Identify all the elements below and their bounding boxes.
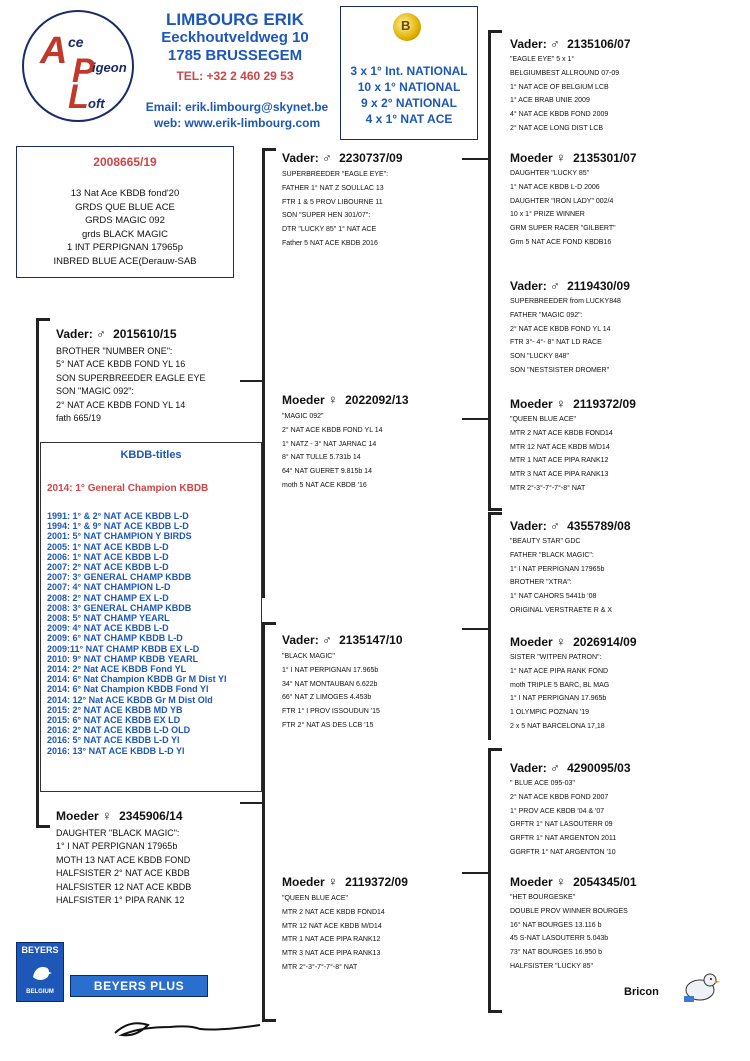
connector-m-h bbox=[240, 802, 262, 804]
moeder-label: Moeder bbox=[510, 397, 553, 411]
pedigree-line: 1° NAT CAHORS 5441b '08 bbox=[510, 593, 597, 601]
moeder-ring: 2054345/01 bbox=[573, 875, 637, 889]
pedigree-line: 1° NATZ - 3° NAT JARNAC 14 bbox=[282, 440, 377, 448]
signature bbox=[110, 1005, 270, 1045]
gen2-vader-moeder bbox=[282, 392, 462, 493]
moeder-label: Moeder bbox=[510, 875, 553, 889]
pedigree-line: MOTH 13 NAT ACE KBDB FOND bbox=[56, 854, 191, 865]
gen2-vader-vader bbox=[282, 150, 462, 251]
pedigree-line: 2° NAT ACE KBDB FOND YL 14 bbox=[56, 399, 186, 410]
male-icon: ♂ bbox=[550, 278, 560, 293]
vader-label: Vader: bbox=[510, 761, 547, 775]
titles-box bbox=[40, 442, 262, 792]
pedigree-line: HALFSISTER "LUCKY 85" bbox=[510, 962, 594, 970]
pedigree-line: SUPERBREEDER from LUCKY848 bbox=[510, 298, 621, 305]
pedigree-line: moth TRIPLE 5 BARC, BL MAG bbox=[510, 681, 610, 689]
pedigree-line: 1° NAT ACE PIPA RANK FOND bbox=[510, 667, 609, 675]
female-icon: ♀ bbox=[328, 874, 338, 889]
vader-heading bbox=[510, 36, 745, 51]
bracket-gen3-1-top bbox=[488, 30, 502, 33]
title-line: 1994: 1° & 9° NAT ACE KBDB L-D bbox=[47, 521, 189, 532]
gen2-moeder-moeder bbox=[282, 874, 462, 975]
pedigree-line: " BLUE ACE 095-03" bbox=[510, 780, 575, 787]
female-icon: ♀ bbox=[328, 392, 338, 407]
pedigree-line: 1° I NAT PERPIGNAN 17965b bbox=[56, 841, 178, 852]
title-line: 2015: 6° NAT ACE KBDB EX LD bbox=[47, 715, 181, 726]
titles-heading: KBDB-titles bbox=[120, 449, 182, 461]
awards-box bbox=[340, 6, 478, 140]
gen1-moeder bbox=[56, 808, 256, 907]
pedigree-line: FTR 1 & 5 PROV LIBOURNE 11 bbox=[282, 198, 383, 206]
pedigree-line: FTR 3°- 4°- 8° NAT LD RACE bbox=[510, 339, 602, 347]
medal-letter: B bbox=[401, 18, 411, 33]
bird-ring-number: 2008665/19 bbox=[93, 155, 157, 169]
title-line: 2016: 5° NAT ACE KBDB L-D Yl bbox=[47, 735, 180, 746]
bracket-main-vertical bbox=[36, 318, 39, 828]
title-line: 2007: 4° NAT CHAMPION L-D bbox=[47, 582, 171, 593]
breeder-street: Eeckhoutveldweg 10 bbox=[161, 29, 309, 46]
pedigree-line: MTR 3 NAT ACE PIPA RANK13 bbox=[510, 471, 609, 479]
breeder-email-link[interactable]: Email: erik.limbourg@skynet.be bbox=[145, 100, 329, 114]
pedigree-line: BELGIUMBEST ALLROUND 07-09 bbox=[510, 69, 620, 77]
award-line: 3 x 1° Int. NATIONAL bbox=[350, 64, 468, 78]
pedigree-line: 10 x 1° PRIZE WINNER bbox=[510, 211, 585, 219]
breeder-name: LIMBOURG ERIK bbox=[166, 10, 304, 29]
pedigree-line: "BEAUTY STAR" GDC bbox=[510, 538, 581, 545]
vader-label: Vader: bbox=[56, 327, 93, 341]
title-line: 2008: 5° NAT CHAMP YEARL bbox=[47, 613, 170, 624]
bird-info-line: 1 INT PERPIGNAN 17965p bbox=[67, 242, 183, 254]
female-icon: ♀ bbox=[556, 396, 566, 411]
male-icon: ♂ bbox=[550, 36, 560, 51]
title-line: 2007: 3° GENERAL CHAMP KBDB bbox=[47, 572, 192, 583]
pedigree-line: DAUGHTER "IRON LADY" 002/4 bbox=[510, 197, 614, 205]
bracket-gen3-4-bottom bbox=[488, 1010, 502, 1013]
pedigree-line: fath 665/19 bbox=[56, 413, 102, 424]
award-line: 9 x 2° NATIONAL bbox=[361, 96, 457, 110]
moeder-heading bbox=[510, 396, 745, 411]
title-line: 2015: 2° NAT ACE KBDB MD YB bbox=[47, 704, 183, 715]
title-line: 2001: 5° NAT CHAMPION Y BIRDS bbox=[47, 531, 192, 542]
beyers-plus-banner bbox=[70, 975, 208, 997]
vader-label: Vader: bbox=[282, 151, 319, 165]
moeder-heading bbox=[282, 874, 462, 889]
title-line: 2009:11° NAT CHAMP KBDB EX L-D bbox=[47, 643, 200, 654]
pedigree-line: SON SUPERBREEDER EAGLE EYE bbox=[56, 372, 206, 383]
bird-box bbox=[16, 146, 234, 278]
bracket-gen3-2-bottom bbox=[488, 508, 502, 511]
awards-lines bbox=[341, 63, 477, 127]
pedigree-line: MTR 2 NAT ACE KBDB FOND14 bbox=[510, 429, 613, 437]
female-icon: ♀ bbox=[556, 874, 566, 889]
vader-ring: 2119430/09 bbox=[567, 279, 630, 293]
pedigree-line: MTR 1 NAT ACE PIPA RANK12 bbox=[510, 457, 609, 465]
gen3-mv-vader bbox=[510, 518, 745, 618]
title-line: 2008: 2° NAT CHAMP EX L-D bbox=[47, 592, 169, 603]
gen2-moeder-vader bbox=[282, 632, 462, 733]
moeder-ring: 2135301/07 bbox=[573, 151, 637, 165]
logo-letters-ce: ce bbox=[68, 34, 84, 50]
pedigree-line: 73° NAT BOURGES 16.950 b bbox=[510, 949, 603, 957]
vader-ring: 2135106/07 bbox=[567, 37, 631, 51]
pedigree-line: 45 S-NAT LASOUTERR 5.043b bbox=[510, 935, 609, 943]
bracket-gen3-3-top bbox=[488, 512, 502, 515]
vader-heading bbox=[510, 760, 745, 775]
pedigree-line: moth 5 NAT ACE KBDB '16 bbox=[282, 481, 367, 489]
moeder-heading bbox=[282, 392, 462, 407]
pedigree-line: FTR 1° I PROV ISSOUDUN '15 bbox=[282, 708, 380, 716]
logo-letter-p: P bbox=[72, 52, 95, 90]
pedigree-line: FATHER 1° NAT Z SOULLAC 13 bbox=[282, 184, 384, 192]
vader-label: Vader: bbox=[510, 519, 547, 533]
vader-heading bbox=[56, 326, 256, 341]
breeder-web-link[interactable]: web: www.erik-limbourg.com bbox=[153, 116, 321, 130]
gen3-vm-moeder bbox=[510, 396, 745, 496]
pedigree-line: "QUEEN BLUE ACE" bbox=[510, 416, 577, 423]
pedigree-line: FATHER "BLACK MAGIC": bbox=[510, 551, 594, 559]
pedigree-line: ORIGINAL VERSTRAETE R & X bbox=[510, 606, 613, 614]
pedigree-line: 2 x 5 NAT BARCELONA 17,18 bbox=[510, 722, 605, 730]
gen3-vv-moeder bbox=[510, 150, 745, 250]
gen3-vm-vader bbox=[510, 278, 745, 378]
pedigree-line: 4° NAT ACE KBDB FOND 2009 bbox=[510, 111, 609, 119]
title-line: 2014: 12° Nat ACE KBDB Gr M Dist Old bbox=[47, 694, 213, 705]
titles-list bbox=[47, 511, 226, 756]
bracket-gen3-3-vertical bbox=[488, 512, 491, 740]
moeder-label: Moeder bbox=[56, 809, 99, 823]
pedigree-line: FTR 2° NAT AS DES LCB '15 bbox=[282, 721, 374, 729]
vader-heading bbox=[282, 632, 462, 647]
vader-ring: 2135147/10 bbox=[339, 633, 403, 647]
moeder-heading bbox=[56, 808, 256, 823]
vader-heading bbox=[510, 278, 745, 293]
moeder-heading bbox=[510, 150, 745, 165]
bracket-gen2-top-vertical bbox=[262, 148, 265, 598]
pedigree-line: SON "NESTSISTER DROMER" bbox=[510, 366, 610, 374]
pedigree-line: 1° PROV ACE KBDB '04 & '07 bbox=[510, 807, 605, 815]
female-icon: ♀ bbox=[102, 808, 112, 823]
bracket-gen3-4-top bbox=[488, 748, 502, 751]
moeder-heading bbox=[510, 874, 745, 889]
title-line: 2009: 6° NAT CHAMP KBDB L-D bbox=[47, 633, 183, 644]
pedigree-line: MTR 12 NAT ACE KBDB M/D14 bbox=[510, 443, 610, 451]
pedigree-line: 1° ACE BRAB UNIE 2009 bbox=[510, 97, 590, 105]
gen3-mv-moeder bbox=[510, 634, 745, 734]
pedigree-line: SON "SUPER HEN 301/07": bbox=[282, 212, 371, 220]
beyers-logo-text: BEYERS bbox=[21, 945, 59, 955]
moeder-label: Moeder bbox=[510, 635, 553, 649]
pedigree-line: BROTHER "XTRA": bbox=[510, 579, 572, 587]
logo-letters-oft: oft bbox=[88, 96, 105, 111]
vader-heading bbox=[510, 518, 745, 533]
breeder-header bbox=[140, 10, 330, 85]
gen3-mm-moeder bbox=[510, 874, 745, 974]
pedigree-line: 34° NAT MONTAUBAN 6.622b bbox=[282, 680, 378, 688]
title-line: 2016: 13° NAT ACE KBDB L-D Yl bbox=[47, 745, 185, 756]
moeder-label: Moeder bbox=[510, 151, 553, 165]
moeder-heading bbox=[510, 634, 745, 649]
title-line: 2005: 1° NAT ACE KBDB L-D bbox=[47, 541, 169, 552]
moeder-label: Moeder bbox=[282, 875, 325, 889]
pedigree-line: 1° I NAT PERPIGNAN 17.965b bbox=[282, 666, 379, 674]
title-line: 2009: 4° NAT ACE KBDB L-D bbox=[47, 623, 169, 634]
bracket-gen3-1-vertical bbox=[488, 30, 491, 300]
pedigree-line: MTR 12 NAT ACE KBDB M/D14 bbox=[282, 922, 382, 930]
pedigree-line: DAUGHTER "BLACK MAGIC": bbox=[56, 828, 180, 838]
bird-info-line: GRDS MAGIC 092 bbox=[85, 215, 165, 227]
male-icon: ♂ bbox=[550, 518, 560, 533]
pedigree-line: HALFSISTER 1° PIPA RANK 12 bbox=[56, 895, 185, 906]
moeder-ring: 2119372/09 bbox=[345, 875, 408, 889]
pedigree-line: 66° NAT Z LIMOGES 4.453b bbox=[282, 694, 372, 702]
logo-letter-l: L bbox=[68, 78, 89, 116]
moeder-ring: 2026914/09 bbox=[573, 635, 637, 649]
pedigree-line: MTR 2°-3°-7°-7°-8° NAT bbox=[510, 484, 586, 492]
pedigree-line: MTR 2°-3°-7°-7°-8° NAT bbox=[282, 963, 358, 971]
logo-letters-igeon: igeon bbox=[92, 60, 127, 75]
pedigree-line: MTR 3 NAT ACE PIPA RANK13 bbox=[282, 950, 381, 958]
pedigree-line: 2° NAT ACE KBDB FOND YL 14 bbox=[282, 426, 383, 434]
title-line: 2010: 9° NAT CHAMP KBDB YEARL bbox=[47, 653, 199, 664]
vader-label: Vader: bbox=[510, 279, 547, 293]
pedigree-line: SON "LUCKY 848" bbox=[510, 353, 569, 361]
bracket-gen3-2-vertical bbox=[488, 300, 491, 510]
pedigree-line: SUPERBREEDER "EAGLE EYE": bbox=[282, 171, 389, 178]
pedigree-line: 8° NAT TULLE 5.731b 14 bbox=[282, 454, 361, 462]
moeder-ring: 2022092/13 bbox=[345, 393, 409, 407]
male-icon: ♂ bbox=[322, 150, 332, 165]
bracket-gen3-1-link bbox=[462, 158, 488, 160]
bracket-gen3-2-link bbox=[462, 418, 488, 420]
pedigree-line: DAUGHTER "LUCKY 85" bbox=[510, 170, 590, 177]
title-line: 2014: 6° Nat Champion KBDB Gr M Dist Yl bbox=[47, 674, 227, 685]
pedigree-line: SISTER "WITPEN PATRON": bbox=[510, 654, 602, 661]
pedigree-line: GRM SUPER RACER "GILBERT" bbox=[510, 225, 616, 233]
gen1-vader bbox=[56, 326, 256, 425]
moeder-ring: 2119372/09 bbox=[573, 397, 636, 411]
pedigree-line: Grm 5 NAT ACE FOND KBDB16 bbox=[510, 238, 612, 246]
pedigree-line: 1° NAT ACE KBDB L-D 2006 bbox=[510, 183, 600, 191]
title-line: 2006: 1° NAT ACE KBDB L-D bbox=[47, 551, 169, 562]
vader-heading bbox=[282, 150, 462, 165]
female-icon: ♀ bbox=[556, 150, 566, 165]
breeder-city: 1785 BRUSSEGEM bbox=[167, 47, 303, 64]
pedigree-line: GRFTR 1° NAT LASOUTERR 09 bbox=[510, 821, 613, 829]
beyers-logo-sub: BELGIUM bbox=[26, 989, 54, 995]
pedigree-line: HALFSISTER 12 NAT ACE KBDB bbox=[56, 881, 192, 892]
title-line: 2014: 2° Nat ACE KBDB Fond YL bbox=[47, 664, 187, 675]
male-icon: ♂ bbox=[322, 632, 332, 647]
bird-info-line: GRDS QUE BLUE ACE bbox=[75, 201, 175, 213]
beyers-logo bbox=[16, 942, 64, 1002]
pedigree-line: GRFTR 1° NAT ARGENTON 2011 bbox=[510, 835, 617, 843]
pedigree-line: 5° NAT ACE KBDB FOND YL 16 bbox=[56, 359, 186, 370]
title-line: 2014: 6° Nat Champion KBDB Fond Yl bbox=[47, 684, 209, 695]
pedigree-line: BROTHER "NUMBER ONE": bbox=[56, 346, 173, 356]
bricon-pigeon-icon bbox=[678, 966, 724, 1006]
bracket-gen3-3-link bbox=[462, 628, 488, 630]
gen3-mm-vader bbox=[510, 760, 745, 860]
moeder-ring: 2345906/14 bbox=[119, 809, 183, 823]
ace-pigeon-loft-logo bbox=[22, 10, 134, 122]
bracket-gen2-bot-vertical bbox=[262, 622, 265, 1022]
male-icon: ♂ bbox=[550, 760, 560, 775]
pedigree-line: 16° NAT BOURGES 13.116 b bbox=[510, 921, 602, 929]
title-line: 2016: 2° NAT ACE KBDB L-D OLD bbox=[47, 725, 191, 736]
bracket-main-top bbox=[36, 318, 50, 321]
vader-ring: 4355789/08 bbox=[567, 519, 631, 533]
pedigree-line: 1° I NAT PERPIGNAN 17965b bbox=[510, 565, 605, 573]
pedigree-line: 2° NAT ACE LONG DIST LCB bbox=[510, 124, 604, 132]
vader-label: Vader: bbox=[510, 37, 547, 51]
award-line: 4 x 1° NAT ACE bbox=[365, 112, 453, 126]
pedigree-line: 2° NAT ACE KBDB FOND 2007 bbox=[510, 793, 609, 801]
bird-info-line: 13 Nat Ace KBDB fond'20 bbox=[70, 188, 180, 199]
pedigree-line: GGRFTR 1° NAT ARGENTON '10 bbox=[510, 848, 616, 856]
bracket-gen3-4-vertical bbox=[488, 748, 491, 1013]
pedigree-line: SON "MAGIC 092": bbox=[56, 386, 134, 397]
vader-ring: 2015610/15 bbox=[113, 327, 177, 341]
male-icon: ♂ bbox=[96, 326, 106, 341]
pedigree-line: Father 5 NAT ACE KBDB 2016 bbox=[282, 239, 378, 247]
pedigree-line: HALFSISTER 2° NAT ACE KBDB bbox=[56, 868, 190, 879]
moeder-label: Moeder bbox=[282, 393, 325, 407]
pedigree-line: "QUEEN BLUE ACE" bbox=[282, 895, 349, 902]
titles-champion: 2014: 1° General Champion KBDB bbox=[47, 483, 209, 494]
pedigree-line: MTR 1 NAT ACE PIPA RANK12 bbox=[282, 936, 381, 944]
bracket-main-bottom bbox=[36, 825, 50, 828]
pedigree-line: "MAGIC 092" bbox=[282, 413, 324, 420]
breeder-phone: TEL: +32 2 460 29 53 bbox=[176, 69, 294, 83]
pedigree-line: 1° I NAT PERPIGNAN 17.965b bbox=[510, 695, 607, 703]
pedigree-line: "EAGLE EYE" 5 x 1° bbox=[510, 56, 575, 63]
title-line: 2007: 2° NAT ACE KBDB L-D bbox=[47, 562, 169, 573]
logo-letter-a: A bbox=[40, 30, 68, 72]
bricon-label: Bricon bbox=[624, 986, 659, 998]
bird-info-line: grds BLACK MAGIC bbox=[81, 228, 169, 240]
pedigree-line: DTR "LUCKY 85" 1° NAT ACE bbox=[282, 226, 377, 234]
gen3-vv-vader bbox=[510, 36, 745, 136]
bracket-gen3-4-link bbox=[462, 872, 488, 874]
pedigree-line: "HET BOURGESKE" bbox=[510, 894, 576, 901]
vader-ring: 4290095/03 bbox=[567, 761, 631, 775]
pedigree-line: 2° NAT ACE KBDB FOND YL 14 bbox=[510, 325, 611, 333]
pedigree-line: MTR 2 NAT ACE KBDB FOND14 bbox=[282, 908, 385, 916]
pigeon-icon bbox=[29, 961, 53, 985]
vader-ring: 2230737/09 bbox=[339, 151, 403, 165]
bracket-gen2-bot-top bbox=[262, 622, 276, 625]
pedigree-line: 64° NAT GUERET 9.815b 14 bbox=[282, 468, 372, 476]
title-line: 1991: 1° & 2° NAT ACE KBDB L-D bbox=[47, 511, 189, 521]
pedigree-line: 1 OLYMPIC POZNAN '19 bbox=[510, 709, 590, 717]
bird-info-line: INBRED BLUE ACE(Derauw-SAB bbox=[53, 255, 197, 267]
pedigree-line: 1° NAT ACE OF BELGIUM LCB bbox=[510, 83, 609, 91]
vader-label: Vader: bbox=[282, 633, 319, 647]
female-icon: ♀ bbox=[556, 634, 566, 649]
medal-icon bbox=[393, 13, 421, 41]
pedigree-line: DOUBLE PROV WINNER BOURGES bbox=[510, 907, 628, 915]
bird-info bbox=[17, 187, 233, 269]
title-line: 2008: 3° GENERAL CHAMP KBDB bbox=[47, 602, 192, 613]
beyers-plus-text: BEYERS PLUS bbox=[93, 979, 185, 993]
bracket-gen2-top-top bbox=[262, 148, 276, 151]
award-line: 10 x 1° NATIONAL bbox=[357, 80, 461, 94]
pedigree-line: FATHER "MAGIC 092": bbox=[510, 311, 583, 319]
pedigree-line: "BLACK MAGIC" bbox=[282, 653, 335, 660]
